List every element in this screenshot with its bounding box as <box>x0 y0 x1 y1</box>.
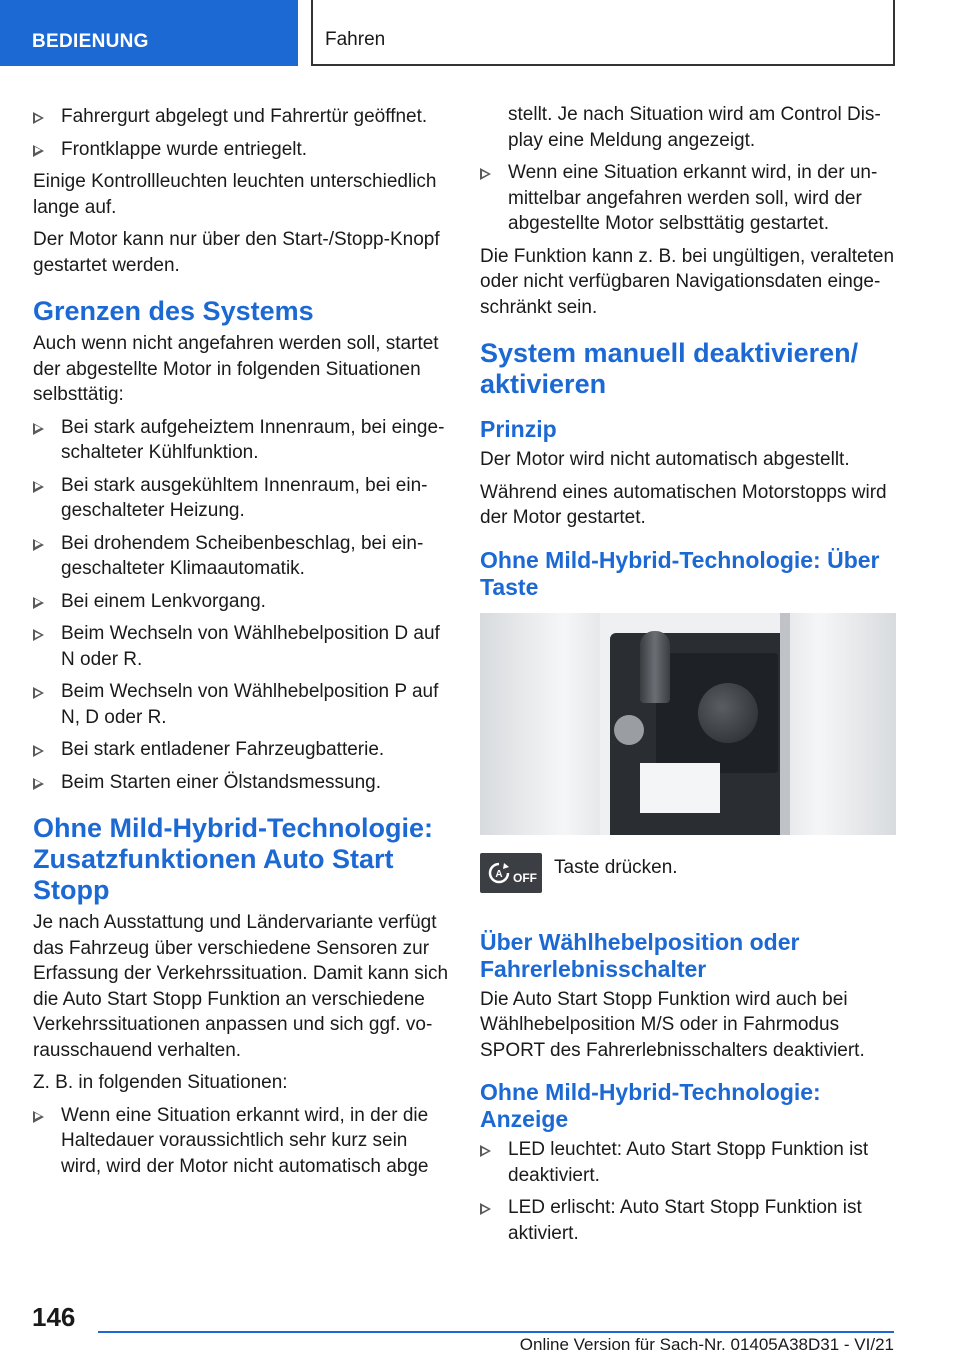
footer-divider <box>98 1331 894 1333</box>
heading-principle: Prinzip <box>480 416 557 442</box>
key-instruction-text: Taste drücken. <box>554 856 678 878</box>
heading-button: Ohne Mild-Hybrid-Technologie: Über Taste <box>480 546 880 600</box>
triangle-bullet-icon <box>480 168 491 180</box>
list-item: LED erlischt: Auto Start Stopp Funktion ist aktiviert. <box>480 1195 898 1246</box>
triangle-bullet-icon <box>33 145 44 157</box>
left-column <box>33 104 451 1186</box>
list-item: Bei drohendem Scheibenbeschlag, bei eingeschalteter Klimaautomatik. <box>33 531 451 582</box>
heading-manual: System manuell deaktivieren/ aktivieren <box>480 338 859 399</box>
paragraph: Die Funktion kann z. B. bei ungültigen, veralteten oder nicht verfügbaren Navigationsdaten eingeschränkt sein. <box>480 245 895 318</box>
key-instruction <box>480 853 898 913</box>
triangle-bullet-icon <box>33 481 44 493</box>
triangle-bullet-icon <box>33 112 44 124</box>
triangle-bullet-icon <box>480 1145 491 1157</box>
list-item: Beim Starten einer Ölstandsmessung. <box>33 770 451 796</box>
svg-text:A: A <box>495 868 503 880</box>
bullet-list-top <box>33 104 451 162</box>
triangle-bullet-icon <box>33 1111 44 1123</box>
controller-knob <box>698 683 758 743</box>
bullet-list-situations-cont <box>480 160 898 237</box>
triangle-bullet-icon <box>33 539 44 551</box>
list-item: Bei stark entladener Fahrzeugbatterie. <box>33 737 451 763</box>
paragraph: Während eines automatischen Motorstopps wird der Motor gestartet. <box>480 481 887 528</box>
list-item: Bei stark ausgekühltem Innenraum, bei eingeschalteter Heizung. <box>33 473 451 524</box>
bullet-list-situations <box>33 1103 451 1180</box>
footer-text: Online Version für Sach-Nr. 01405A38D31 - VI/21 <box>519 1335 894 1354</box>
paragraph: Z. B. in folgenden Situationen: <box>33 1072 288 1093</box>
selector-lever <box>640 631 670 703</box>
triangle-bullet-icon <box>480 1203 491 1215</box>
section-tab <box>0 0 298 66</box>
right-column <box>480 102 898 1253</box>
start-stop-button <box>614 715 644 745</box>
triangle-bullet-icon <box>33 423 44 435</box>
paragraph: Je nach Ausstattung und Ländervariante verfügt das Fahrzeug über verschiedene Sensoren zur Erfassung der Verkehrssituation. Damit kann sich die Auto Start Stopp Funktion an verschiedene Verkehrssituationen anpassen und sich ggf. vorausschauend verhalten. <box>33 912 449 1061</box>
auto-start-stop-off-icon: A OFF <box>480 853 542 893</box>
bullet-list-limits <box>33 415 451 796</box>
paragraph: Die Auto Start Stopp Funktion wird auch bei Wählhebelposition M/S oder in Fahrmodus SPORT des Fahrerlebnisschalters deaktiviert. <box>480 988 865 1061</box>
list-item: Beim Wechseln von Wählhebelposition P auf N, D oder R. <box>33 679 451 730</box>
heading-limits: Grenzen des Systems <box>33 296 314 326</box>
chapter-tab <box>311 0 895 66</box>
list-item: Bei einem Lenkvorgang. <box>33 589 451 615</box>
page-number: 146 <box>32 1302 76 1332</box>
heading-extra-functions: Ohne Mild-Hybrid-Technologie: Zusatzfunktionen Auto Start Stopp <box>33 813 433 905</box>
bullet-list-display <box>480 1137 898 1246</box>
paragraph: Auch wenn nicht angefahren werden soll, startet der abgestellte Motor in folgenden Situationen selbsttätig: <box>33 333 439 405</box>
list-item: Frontklappe wurde entriegelt. <box>33 137 451 163</box>
heading-selector: Über Wählhebelposition oder Fahrerlebnisschalter <box>480 928 800 982</box>
heading-display: Ohne Mild-Hybrid-Technologie: Anzeige <box>480 1079 821 1132</box>
list-item: Beim Wechseln von Wählhebelposition D auf N oder R. <box>33 621 451 672</box>
triangle-bullet-icon <box>33 745 44 757</box>
center-console-image <box>480 613 896 835</box>
list-item: Wenn eine Situation erkannt wird, in der unmittelbar angefahren werden soll, wird der abgestellte Motor selbsttätig gestartet. <box>480 160 898 237</box>
triangle-bullet-icon <box>33 597 44 609</box>
paragraph: Einige Kontrollleuchten leuchten unterschiedlich lange auf. <box>33 171 437 218</box>
section-title: BEDIENUNG <box>32 31 149 52</box>
paragraph: Der Motor wird nicht automatisch abgestellt. <box>480 449 850 470</box>
list-item: LED leuchtet: Auto Start Stopp Funktion ist deaktiviert. <box>480 1137 898 1188</box>
chapter-title: Fahren <box>325 29 386 50</box>
list-item: Wenn eine Situation erkannt wird, in der die Haltedauer voraussichtlich sehr kurz sein wird, wird der Motor nicht automatisch abge <box>33 1103 451 1180</box>
paragraph: Der Motor kann nur über den Start-/Stopp-Knopf gestartet werden. <box>33 229 440 276</box>
triangle-bullet-icon <box>33 629 44 641</box>
page-header <box>0 0 960 66</box>
list-item: Bei stark aufgeheiztem Innenraum, bei eingeschalteter Kühlfunktion. <box>33 415 451 466</box>
triangle-bullet-icon <box>33 778 44 790</box>
list-item-continuation: stellt. Je nach Situation wird am Control Display eine Meldung angezeigt. <box>508 104 881 151</box>
list-item: Fahrergurt abgelegt und Fahrertür geöffnet. <box>33 104 451 130</box>
triangle-bullet-icon <box>33 687 44 699</box>
